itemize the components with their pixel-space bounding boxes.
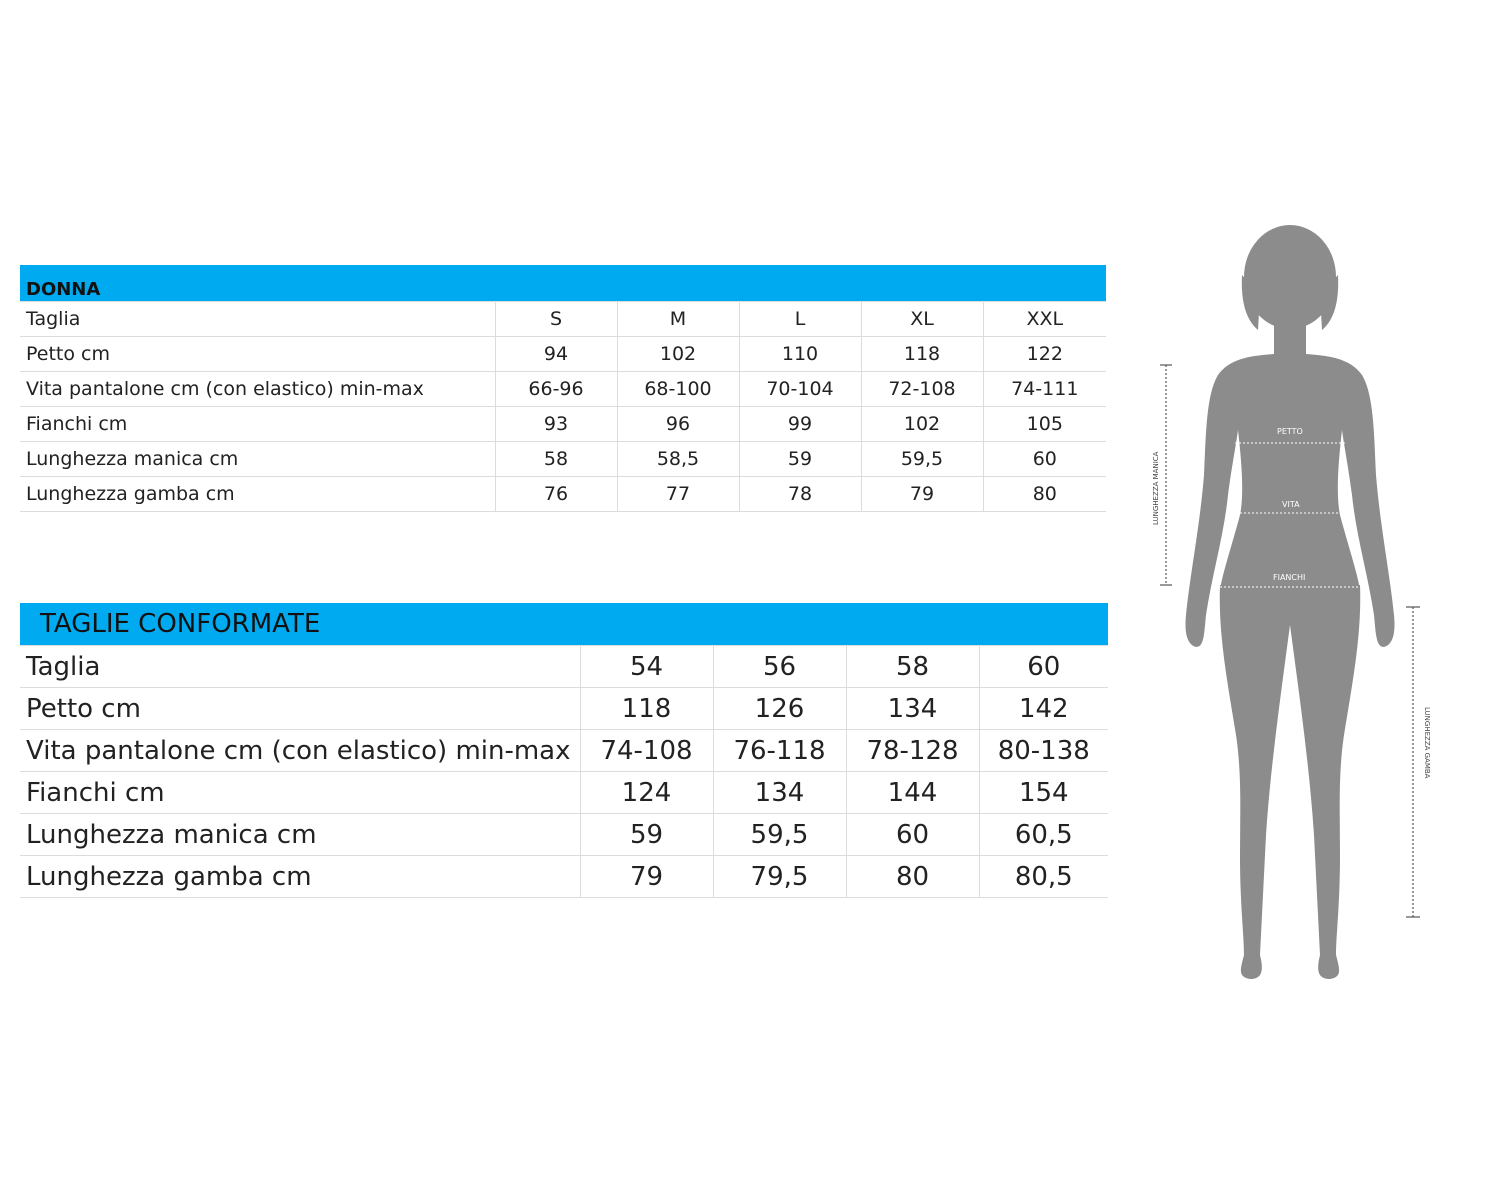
size-header: S <box>495 302 617 337</box>
conformate-size-table <box>20 603 1108 898</box>
cell-value: 126 <box>713 688 846 730</box>
cell-value: 74-111 <box>983 372 1106 407</box>
size-label: Taglia <box>20 646 580 688</box>
cell-value: 102 <box>617 337 739 372</box>
table-row <box>20 477 1106 512</box>
size-header: 54 <box>580 646 713 688</box>
row-label: Lunghezza gamba cm <box>20 477 495 512</box>
cell-value: 70-104 <box>739 372 861 407</box>
cell-value: 60,5 <box>979 814 1108 856</box>
table-row <box>20 372 1106 407</box>
size-header: L <box>739 302 861 337</box>
cell-value: 60 <box>983 442 1106 477</box>
table-row <box>20 407 1106 442</box>
cell-value: 76-118 <box>713 730 846 772</box>
cell-value: 110 <box>739 337 861 372</box>
cell-value: 118 <box>861 337 983 372</box>
row-label: Fianchi cm <box>20 772 580 814</box>
cell-value: 134 <box>846 688 979 730</box>
table-row <box>20 856 1108 898</box>
cell-value: 60 <box>846 814 979 856</box>
cell-value: 72-108 <box>861 372 983 407</box>
donna-title: DONNA <box>20 265 1106 302</box>
donna-size-table <box>20 265 1106 512</box>
cell-value: 144 <box>846 772 979 814</box>
manica-label: LUNGHEZZA MANICA <box>1152 451 1160 525</box>
vita-label: VITA <box>1282 500 1300 509</box>
cell-value: 102 <box>861 407 983 442</box>
silhouette-icon <box>1185 225 1394 979</box>
cell-value: 76 <box>495 477 617 512</box>
cell-value: 66-96 <box>495 372 617 407</box>
size-header: 58 <box>846 646 979 688</box>
row-label: Lunghezza gamba cm <box>20 856 580 898</box>
cell-value: 80 <box>846 856 979 898</box>
cell-value: 93 <box>495 407 617 442</box>
cell-value: 74-108 <box>580 730 713 772</box>
row-label: Petto cm <box>20 337 495 372</box>
size-label: Taglia <box>20 302 495 337</box>
row-label: Lunghezza manica cm <box>20 814 580 856</box>
cell-value: 80,5 <box>979 856 1108 898</box>
size-header: M <box>617 302 739 337</box>
cell-value: 79 <box>861 477 983 512</box>
cell-value: 96 <box>617 407 739 442</box>
cell-value: 80 <box>983 477 1106 512</box>
table-row <box>20 688 1108 730</box>
row-label: Fianchi cm <box>20 407 495 442</box>
petto-label: PETTO <box>1277 427 1303 436</box>
size-header: 56 <box>713 646 846 688</box>
cell-value: 99 <box>739 407 861 442</box>
cell-value: 59 <box>580 814 713 856</box>
cell-value: 58,5 <box>617 442 739 477</box>
table-row <box>20 302 1106 337</box>
conformate-title: TAGLIE CONFORMATE <box>20 603 1108 646</box>
fianchi-label: FIANCHI <box>1273 573 1306 582</box>
body-silhouette-figure <box>1140 215 1440 995</box>
cell-value: 94 <box>495 337 617 372</box>
size-header: XXL <box>983 302 1106 337</box>
table-row <box>20 442 1106 477</box>
table-row <box>20 772 1108 814</box>
cell-value: 105 <box>983 407 1106 442</box>
row-label: Petto cm <box>20 688 580 730</box>
table-row <box>20 337 1106 372</box>
row-label: Vita pantalone cm (con elastico) min-max <box>20 372 495 407</box>
cell-value: 58 <box>495 442 617 477</box>
table-row <box>20 814 1108 856</box>
size-header: 60 <box>979 646 1108 688</box>
cell-value: 77 <box>617 477 739 512</box>
cell-value: 59,5 <box>713 814 846 856</box>
cell-value: 59 <box>739 442 861 477</box>
cell-value: 122 <box>983 337 1106 372</box>
table-row <box>20 730 1108 772</box>
cell-value: 124 <box>580 772 713 814</box>
cell-value: 78-128 <box>846 730 979 772</box>
cell-value: 142 <box>979 688 1108 730</box>
size-header: XL <box>861 302 983 337</box>
row-label: Lunghezza manica cm <box>20 442 495 477</box>
cell-value: 79 <box>580 856 713 898</box>
cell-value: 59,5 <box>861 442 983 477</box>
table-row <box>20 646 1108 688</box>
row-label: Vita pantalone cm (con elastico) min-max <box>20 730 580 772</box>
cell-value: 68-100 <box>617 372 739 407</box>
cell-value: 80-138 <box>979 730 1108 772</box>
cell-value: 154 <box>979 772 1108 814</box>
cell-value: 78 <box>739 477 861 512</box>
cell-value: 79,5 <box>713 856 846 898</box>
cell-value: 118 <box>580 688 713 730</box>
cell-value: 134 <box>713 772 846 814</box>
gamba-label: LUNGHEZZA GAMBA <box>1423 707 1431 779</box>
